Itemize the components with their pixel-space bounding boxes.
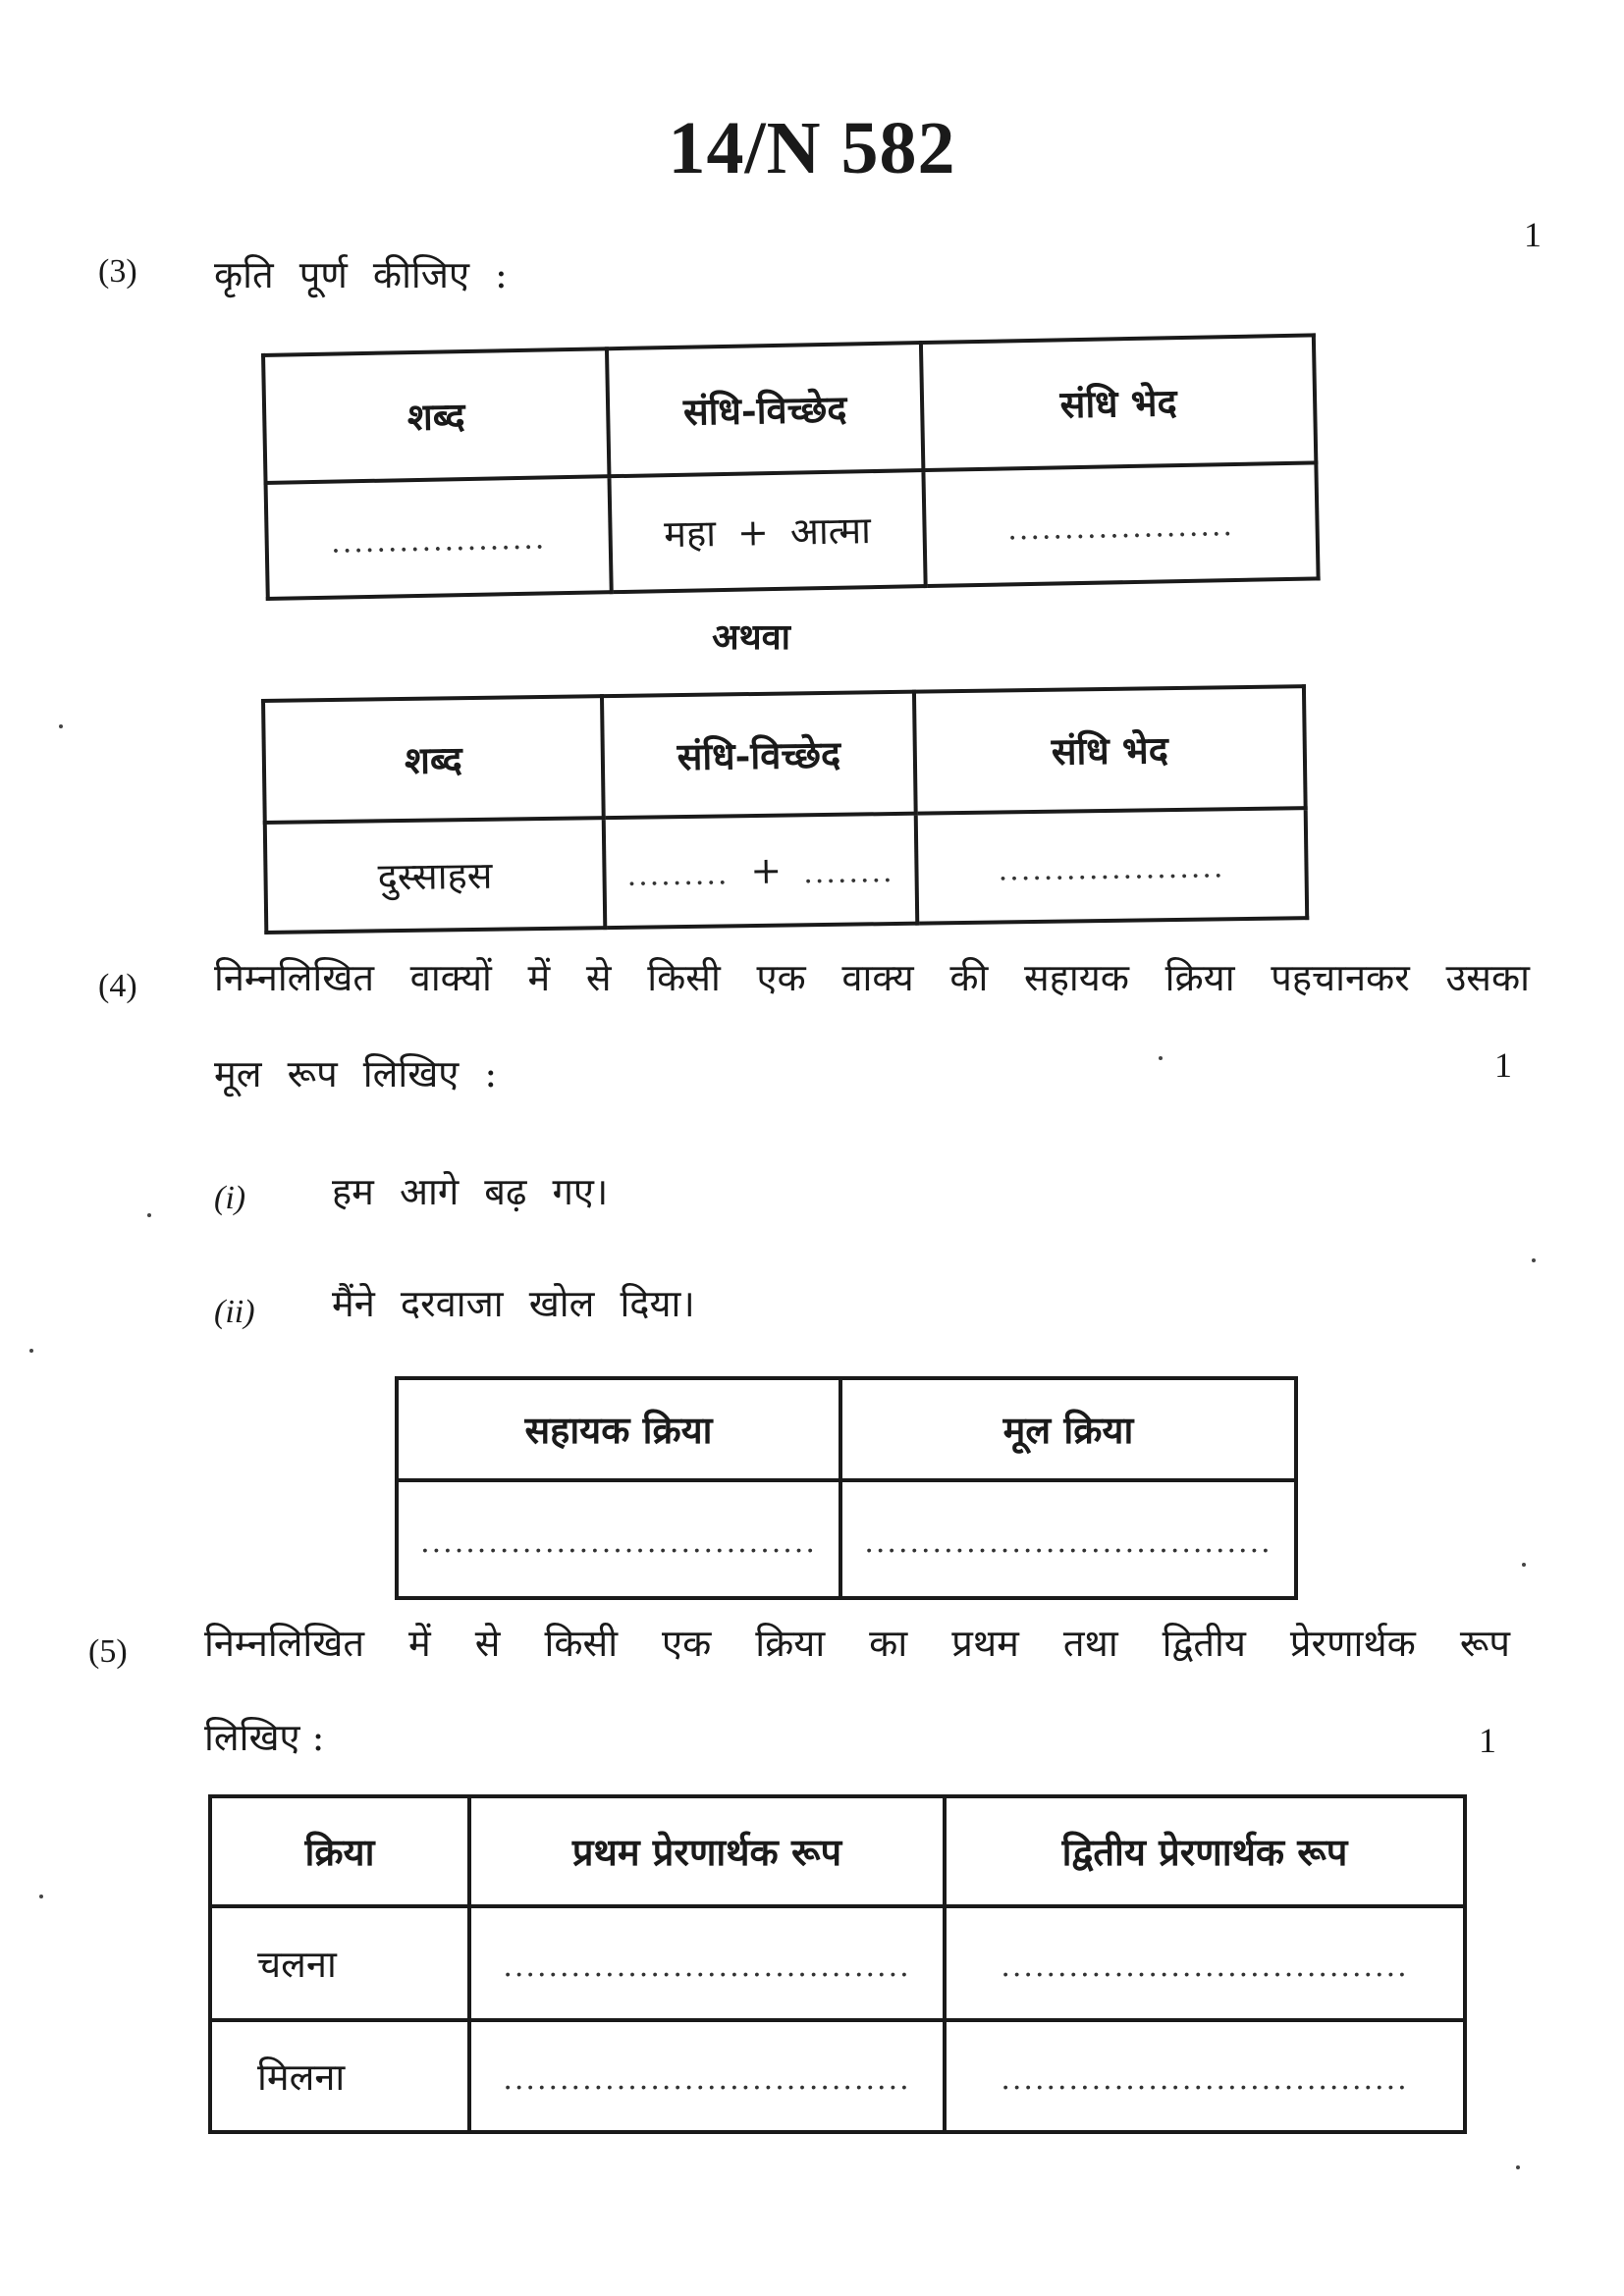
sandhi-table-2 [261, 684, 1309, 934]
sandhi-split-blank[interactable]: ......... + ........ [604, 814, 918, 928]
q5-marks: 1 [1479, 1721, 1496, 1760]
option-label: (i) [214, 1180, 246, 1216]
scan-speck [147, 1213, 151, 1217]
header-sahayak-kriya: सहायक क्रिया [397, 1378, 840, 1480]
header-shabd: शब्द [263, 348, 609, 483]
verb-table [395, 1376, 1298, 1600]
q4-line-1: निम्नलिखित वाक्यों में से किसी एक वाक्य की सहायक क्रिया पहचानकर उसका [214, 956, 1530, 999]
option-text: हम आगे बढ़ गए। [332, 1170, 609, 1213]
q5-line-1: निम्नलिखित में से किसी एक क्रिया का प्रथम तथा द्वितीय प्रेरणार्थक रूप [204, 1622, 1510, 1665]
plus-sign: + [736, 510, 770, 555]
header-mool-kriya: मूल क्रिया [840, 1378, 1296, 1480]
scan-speck [1532, 1258, 1536, 1262]
verb-chalna: चलना [210, 1906, 469, 2020]
q4-marks: 1 [1494, 1045, 1512, 1085]
split-part-a: महा [663, 511, 717, 557]
header-sandhi-vichchhed: संधि-विच्छेद [607, 343, 923, 476]
answer-blank-word[interactable]: ................... [266, 476, 612, 599]
verb-milna: मिलना [210, 2020, 469, 2132]
q3-marks: 1 [1524, 215, 1542, 254]
option-text: मैंने दरवाजा खोल दिया। [332, 1282, 695, 1325]
paper-code: 14/N 582 [668, 107, 956, 189]
sandhi-split-cell [609, 470, 925, 592]
scan-speck [29, 1349, 33, 1353]
answer-blank-sahayak[interactable]: ................................... [397, 1480, 840, 1598]
header-sandhi-bhed: संधि भेद [914, 686, 1306, 814]
header-kriya: क्रिया [210, 1796, 469, 1906]
header-sandhi-bhed: संधि भेद [921, 335, 1316, 470]
split-part-b: आत्मा [789, 508, 872, 554]
scan-speck [59, 724, 63, 728]
scan-speck [39, 1895, 43, 1898]
scan-speck [1159, 1056, 1163, 1060]
header-dvitiya-prernarthak: द्वितीय प्रेरणार्थक रूप [945, 1796, 1465, 1906]
q3-number: (3) [98, 253, 137, 290]
or-label: अथवा [712, 616, 790, 658]
answer-blank-mool[interactable]: .................................... [840, 1480, 1296, 1598]
scan-speck [1522, 1563, 1526, 1567]
answer-blank-type[interactable]: .................... [916, 808, 1308, 924]
q4-line-2: मूल रूप लिखिए : [214, 1052, 498, 1095]
q5-number: (5) [88, 1633, 128, 1670]
answer-blank-pratham[interactable]: .................................... [469, 2020, 945, 2132]
header-pratham-prernarthak: प्रथम प्रेरणार्थक रूप [469, 1796, 945, 1906]
plus-sign: + [750, 848, 783, 893]
scan-speck [1516, 2165, 1520, 2169]
q5-line-2: लिखिए : [204, 1716, 325, 1759]
option-label: (ii) [214, 1294, 255, 1330]
answer-blank-type[interactable]: .................... [923, 462, 1318, 586]
q4-number: (4) [98, 968, 137, 1004]
header-shabd: शब्द [263, 696, 604, 823]
answer-blank-dvitiya[interactable]: .................................... [945, 2020, 1465, 2132]
sandhi-table-1 [261, 333, 1321, 601]
q3-instruction: कृति पूर्ण कीजिए : [214, 253, 508, 296]
answer-blank-pratham[interactable]: .................................... [469, 1906, 945, 2020]
header-sandhi-vichchhed: संधि-विच्छेद [602, 692, 916, 818]
causative-table [208, 1794, 1467, 2134]
answer-blank-dvitiya[interactable]: .................................... [945, 1906, 1465, 2020]
given-word: दुस्साहस [265, 818, 606, 933]
